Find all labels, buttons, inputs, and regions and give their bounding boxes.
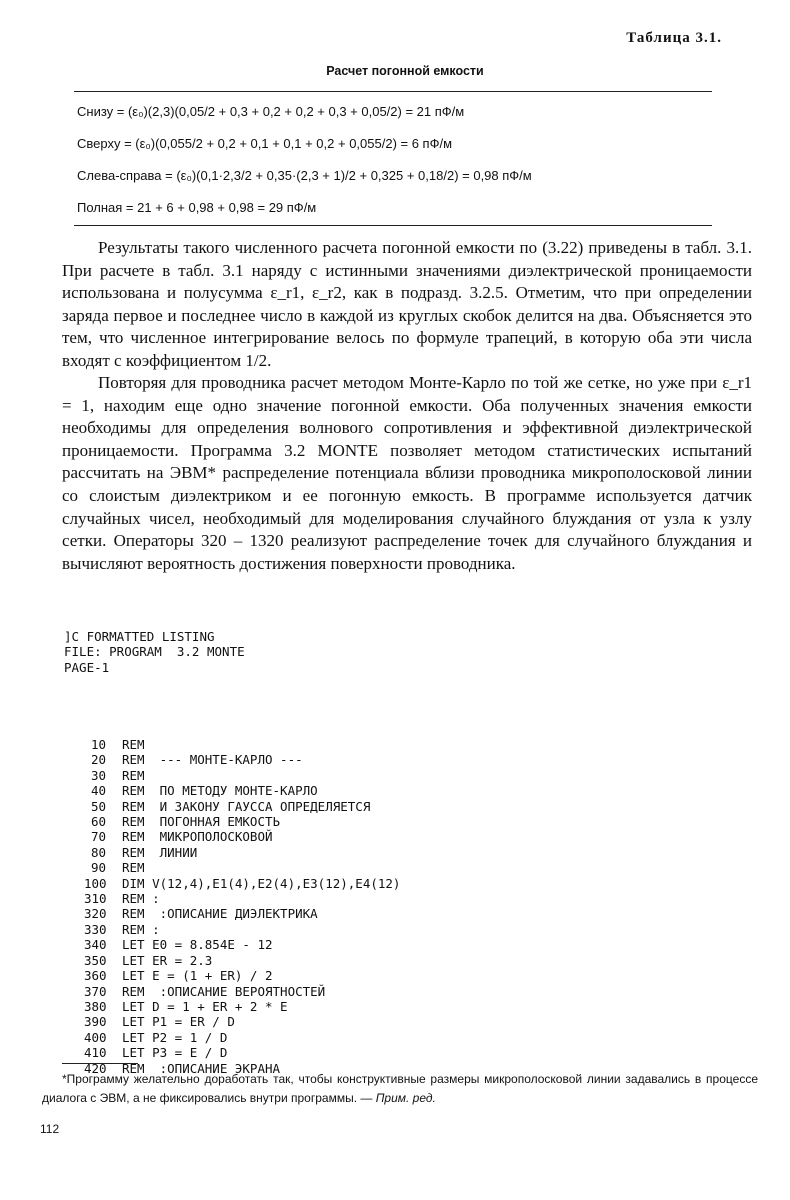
line-number: 350	[84, 952, 107, 968]
line-code: LET ER = 2.3	[122, 952, 213, 968]
line-code: LET E = (1 + ER) / 2	[122, 968, 273, 984]
line-code: REM ЛИНИИ	[122, 844, 198, 860]
line-code: REM ПОГОННАЯ ЕМКОСТЬ	[122, 814, 281, 830]
line-code: REM ПО МЕТОДУ МОНТЕ-КАРЛО	[122, 783, 318, 799]
line-code: REM И ЗАКОНУ ГАУССА ОПРЕДЕЛЯЕТСЯ	[122, 798, 371, 814]
code-line	[84, 937, 400, 952]
listing-header	[64, 629, 245, 675]
line-number: 330	[84, 921, 107, 937]
table-number: Таблица 3.1.	[626, 30, 722, 46]
line-number: 340	[84, 937, 107, 953]
table-top-rule	[74, 91, 712, 92]
code-line	[84, 783, 400, 798]
body-paragraph-2	[62, 372, 752, 575]
line-number: 10	[90, 737, 106, 752]
formula-left-right: Слева-справа = (ε₀)(0,1·2,3/2 + 0,35·(2,3 + 1)/2 + 0,325 + 0,18/2) = 0,98 пФ/м	[77, 168, 532, 183]
code-line	[84, 752, 400, 767]
line-number: 400	[84, 1029, 107, 1045]
line-code: REM	[122, 860, 145, 876]
line-code: REM :ОПИСАНИЕ ДИЭЛЕКТРИКА	[122, 906, 318, 922]
code-line	[84, 984, 400, 999]
line-number: 30	[90, 767, 106, 783]
line-number: 410	[84, 1045, 107, 1061]
line-number: 100	[84, 875, 107, 891]
formula-top: Сверху = (ε₀)(0,055/2 + 0,2 + 0,1 + 0,1 + 0,2 + 0,055/2) = 6 пФ/м	[77, 136, 453, 151]
footnote-rule	[62, 1063, 138, 1064]
code-line	[84, 1045, 400, 1060]
code-line	[84, 814, 400, 829]
body-paragraph-1	[62, 237, 752, 373]
code-line	[84, 876, 400, 891]
line-number: 70	[90, 829, 106, 845]
paragraph-text: Результаты такого численного расчета погонной емкости по (3.22) приведены в табл. 3.1. При расчете в табл. 3.1 наряду с истинными значениями диэлектрической проницаемости использована и полусумма ε_r1, ε_r2, как в подразд. 3.2.5. Отметим, что при определении заряда первое и последнее число в каждой из круглых скобок делится на два. Объясняется это тем, что численное интегрирование велось по формуле трапеций, в которую оба эти числа входят с коэффициентом 1/2.	[62, 238, 752, 370]
code-line	[84, 799, 400, 814]
code-line	[84, 922, 400, 937]
formula-bottom: Снизу = (ε₀)(2,3)(0,05/2 + 0,3 + 0,2 + 0,2 + 0,3 + 0,05/2) = 21 пФ/м	[77, 104, 465, 119]
footnote-text: *Программу желательно доработать так, чтобы конструктивные размеры микрополосковой линии задавались в процессе диалога с ЭВМ, а не фиксировались внутри программы. —	[42, 1072, 758, 1105]
paragraph-text: Повторяя для проводника расчет методом Монте-Карло по той же сетке, но уже при ε_r1 = 1, находим еще одно значение погонной емкости. Оба полученных значения емкости необходимы для определения волнового сопротивления и эффективной диэлектрической проницаемости. Программа 3.2 MONTE позволяет методом статистических испытаний рассчитать на ЭВМ* распределение потенциала вблизи проводника микрополосковой линии со слоистым диэлектриком и ее погонную емкость. В программе используется датчик случайных чисел, необходимый для моделирования случайного блуждания от узла к узлу сетки. Операторы 320 – 1320 реализуют распределение точек для случайного блуждания и вычисляют вероятность достижения поверхности проводника.	[62, 373, 752, 573]
footnote	[42, 1070, 758, 1108]
code-line	[84, 768, 400, 783]
line-number: 360	[84, 968, 107, 984]
line-number: 40	[90, 783, 106, 799]
page-number: 112	[40, 1122, 60, 1136]
line-number: 80	[90, 844, 106, 860]
line-code: LET D = 1 + ER + 2 * E	[122, 998, 288, 1014]
listing-page-line: PAGE-1	[64, 659, 110, 675]
code-line	[84, 1014, 400, 1029]
line-number: 370	[84, 983, 107, 999]
code-line	[84, 999, 400, 1014]
line-code: REM	[122, 737, 145, 752]
code-line	[84, 860, 400, 875]
line-code: LET P3 = E / D	[122, 1045, 228, 1061]
code-line	[84, 829, 400, 844]
line-number: 20	[90, 752, 106, 768]
table-bottom-rule	[74, 225, 712, 226]
line-number: 90	[90, 860, 106, 876]
table-title: Расчет погонной емкости	[326, 64, 484, 78]
line-number: 380	[84, 998, 107, 1014]
line-code: REM :ОПИСАНИЕ ЭКРАНА	[122, 1060, 281, 1076]
listing-header-line: ]C FORMATTED LISTING	[64, 629, 215, 644]
line-code: DIM V(12,4),E1(4),E2(4),E3(12),E4(12)	[122, 875, 401, 891]
line-code: LET P1 = ER / D	[122, 1014, 235, 1030]
code-line	[84, 737, 400, 752]
code-line	[84, 968, 400, 983]
line-code: REM --- МОНТЕ-КАРЛО ---	[122, 752, 303, 768]
editor-note: Прим. ред.	[375, 1091, 436, 1105]
code-line	[84, 845, 400, 860]
line-code: REM :	[122, 921, 160, 937]
formula-total: Полная = 21 + 6 + 0,98 + 0,98 = 29 пФ/м	[77, 200, 317, 215]
line-code: REM :	[122, 891, 160, 907]
line-code: REM	[122, 767, 145, 783]
line-code: REM :ОПИСАНИЕ ВЕРОЯТНОСТЕЙ	[122, 983, 326, 999]
line-code: LET P2 = 1 / D	[122, 1029, 228, 1045]
code-line	[84, 953, 400, 968]
line-code: REM МИКРОПОЛОСКОВОЙ	[122, 829, 273, 845]
line-number: 60	[90, 814, 106, 830]
code-listing	[84, 737, 400, 1076]
line-code: LET E0 = 8.854E - 12	[122, 937, 273, 953]
line-number: 420	[84, 1060, 107, 1076]
code-line	[84, 891, 400, 906]
code-line	[84, 906, 400, 921]
listing-file-line: FILE: PROGRAM 3.2 MONTE	[64, 644, 245, 660]
line-number: 50	[90, 798, 106, 814]
code-line	[84, 1030, 400, 1045]
line-number: 310	[84, 891, 107, 907]
line-number: 390	[84, 1014, 107, 1030]
line-number: 320	[84, 906, 107, 922]
